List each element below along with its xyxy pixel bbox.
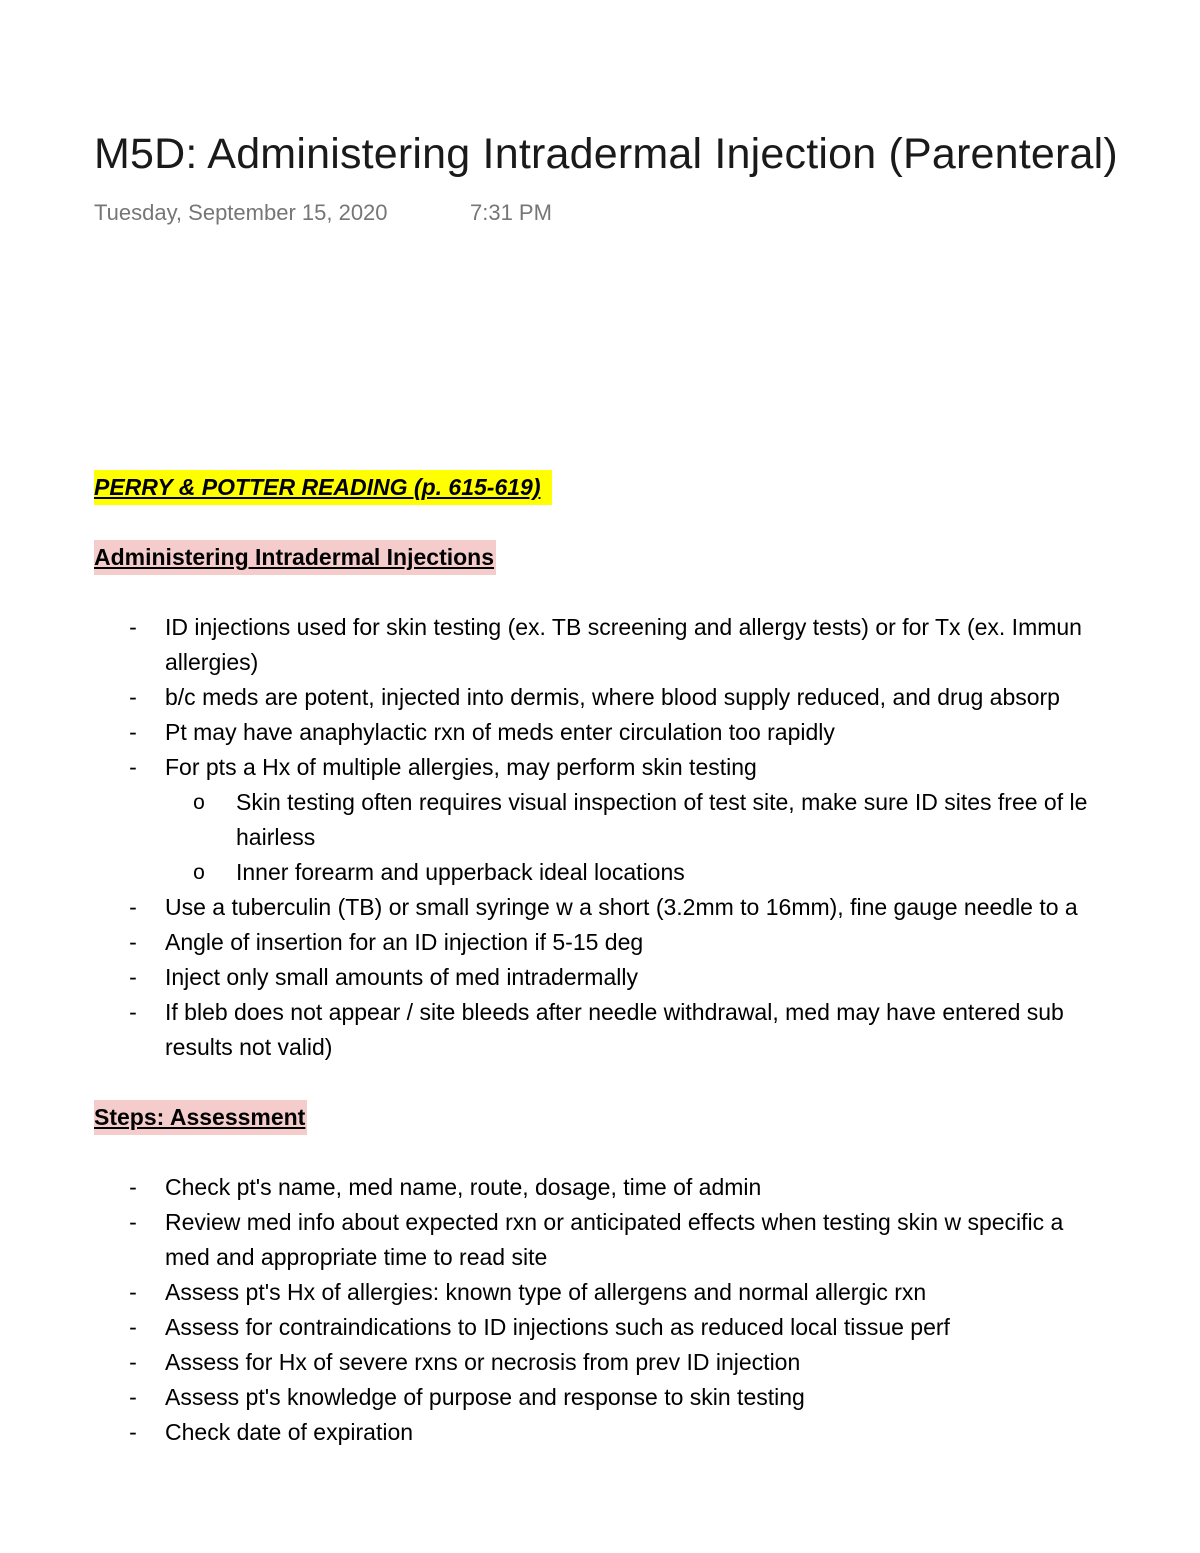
list-item: - Assess pt's knowledge of purpose and response to skin testing [94, 1380, 1200, 1415]
circle-bullet: o [193, 791, 205, 814]
dash-bullet: - [129, 1384, 137, 1410]
list-item: - Check pt's name, med name, route, dosage, time of admin [94, 1170, 1200, 1205]
dash-bullet: - [129, 999, 137, 1025]
note-body-clip [94, 470, 1200, 1553]
list-item: - ID injections used for skin testing (ex. TB screening and allergy tests) or for Tx (ex. Immun allergies) [94, 610, 1200, 680]
list-item: - Use a tuberculin (TB) or small syringe w a short (3.2mm to 16mm), fine gauge needle to a [94, 890, 1200, 925]
dash-bullet: - [129, 1174, 137, 1200]
sub-list-item: o Inner forearm and upperback ideal locations [165, 855, 1200, 890]
dash-bullet: - [129, 929, 137, 955]
assessment-list [94, 1170, 1200, 1450]
dash-bullet: - [129, 1314, 137, 1340]
dash-bullet: - [129, 964, 137, 990]
dash-bullet: - [129, 719, 137, 745]
note-time: 7:31 PM [470, 200, 552, 225]
dash-bullet: - [129, 754, 137, 780]
dash-bullet: - [129, 1209, 137, 1235]
dash-bullet: - [129, 1349, 137, 1375]
sub-list [165, 785, 1200, 890]
list-item: - Review med info about expected rxn or anticipated effects when testing skin w specific a med and appropriate time to read site [94, 1205, 1200, 1275]
list-item: - Inject only small amounts of med intradermally [94, 960, 1200, 995]
dash-bullet: - [129, 684, 137, 710]
list-item: - Assess for Hx of severe rxns or necrosis from prev ID injection [94, 1345, 1200, 1380]
intradermal-list [94, 610, 1200, 1065]
list-item: - Pt may have anaphylactic rxn of meds enter circulation too rapidly [94, 715, 1200, 750]
list-item: - Angle of insertion for an ID injection if 5-15 deg [94, 925, 1200, 960]
reading-heading: PERRY & POTTER READING (p. 615-619) [94, 470, 552, 505]
dash-bullet: - [129, 894, 137, 920]
page-title: M5D: Administering Intradermal Injection (Parenteral) [94, 130, 1118, 178]
sub-list-item: o Skin testing often requires visual inspection of test site, make sure ID sites free of le hairless [165, 785, 1200, 855]
dash-bullet: - [129, 614, 137, 640]
dash-bullet: - [129, 1419, 137, 1445]
note-date: Tuesday, September 15, 2020 [94, 200, 388, 225]
list-item: - Assess for contraindications to ID injections such as reduced local tissue perf [94, 1310, 1200, 1345]
list-item: - For pts a Hx of multiple allergies, may perform skin testing o Skin testing often requires visual inspection of test site, make sure ID sites free of le hairless o Inner forearm and upperback ideal locations [94, 750, 1200, 890]
section-heading-assessment: Steps: Assessment [94, 1100, 307, 1135]
section-heading-intradermal: Administering Intradermal Injections [94, 540, 496, 575]
dash-bullet: - [129, 1279, 137, 1305]
list-item: - Assess pt's Hx of allergies: known type of allergens and normal allergic rxn [94, 1275, 1200, 1310]
list-item: - Check date of expiration [94, 1415, 1200, 1450]
list-item: - b/c meds are potent, injected into dermis, where blood supply reduced, and drug absorp [94, 680, 1200, 715]
list-item: - If bleb does not appear / site bleeds after needle withdrawal, med may have entered sub results not valid) [94, 995, 1200, 1065]
circle-bullet: o [193, 861, 205, 884]
